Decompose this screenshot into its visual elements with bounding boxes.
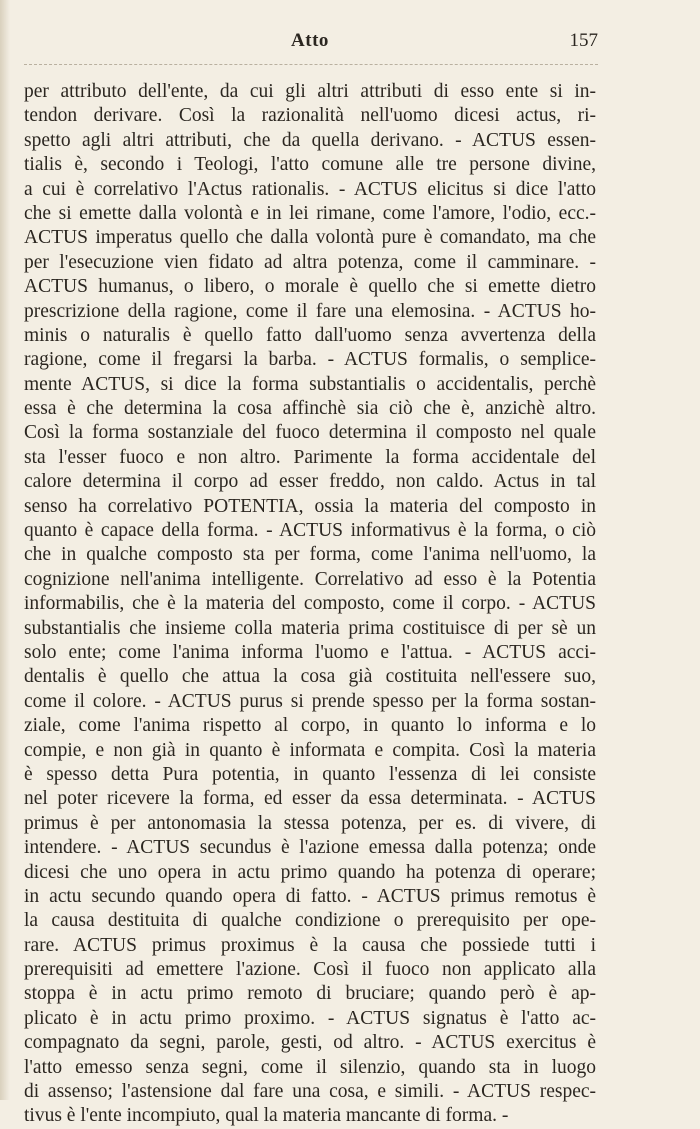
text-line: come il colore. - ACTUS purus si prende spesso per la forma sostan-: [24, 690, 596, 712]
text-line: che si emette dalla volontà e in lei rimane, come l'amore, l'odio, ecc.-: [24, 202, 596, 224]
text-line: ragione, come il fregarsi la barba. - ACTUS formalis, o semplice-: [24, 349, 596, 371]
text-line: è spesso detta Pura potentia, in quanto l'essenza di lei consiste: [24, 763, 596, 785]
running-title: Atto: [291, 30, 329, 51]
text-line: dicesi che uno opera in actu primo quando ha potenza di operare;: [24, 861, 596, 883]
text-line: rare. ACTUS primus proximus è la causa che possiede tutti i: [24, 934, 596, 956]
text-line: nel poter ricevere la forma, ed esser da essa determinata. - ACTUS: [24, 788, 596, 810]
text-line: a cui è correlativo l'Actus rationalis. - ACTUS elicitus si dice l'atto: [24, 178, 596, 200]
text-line: plicato è in actu primo proximo. - ACTUS signatus è l'atto ac-: [24, 1007, 596, 1029]
text-line: l'atto emesso senza segni, come il silenzio, quando sta in luogo: [24, 1056, 596, 1078]
body-text: [24, 80, 596, 1129]
text-line: Così la forma sostanziale del fuoco determina il composto nel quale: [24, 422, 596, 444]
page-edge: [0, 0, 10, 1100]
text-line: spetto agli altri attributi, che da quella derivano. - ACTUS essen-: [24, 129, 596, 151]
text-line: ACTUS humanus, o libero, o morale è quello che si emette dietro: [24, 276, 596, 298]
text-line: la causa destituita di qualche condizione o prerequisito per ope-: [24, 910, 596, 932]
text-line: compagnato da segni, parole, gesti, od altro. - ACTUS exercitus è: [24, 1032, 596, 1054]
text-line: sta l'esser fuoco e non altro. Parimente la forma accidentale del: [24, 446, 596, 468]
text-line: tialis è, secondo i Teologi, l'atto comune alle tre persone divine,: [24, 154, 596, 176]
header-rule: [24, 64, 598, 65]
text-line: che in qualche composto sta per forma, come l'anima nell'uomo, la: [24, 544, 596, 566]
text-line: quanto è capace della forma. - ACTUS informativus è la forma, o ciò: [24, 520, 596, 542]
text-line: senso ha correlativo POTENTIA, ossia la materia del composto in: [24, 495, 596, 517]
text-line: per l'esecuzione vien fidato ad altra potenza, come il camminare. -: [24, 251, 596, 273]
text-line: in actu secundo quando opera di fatto. - ACTUS primus remotus è: [24, 885, 596, 907]
text-line: calore determina il corpo ad esser freddo, non caldo. Actus in tal: [24, 471, 596, 493]
text-line: informabilis, che è la materia del composto, come il corpo. - ACTUS: [24, 593, 596, 615]
text-line: primus è per antonomasia la stessa potenza, per es. di vivere, di: [24, 812, 596, 834]
page-number: 157: [569, 30, 598, 51]
text-line: ACTUS imperatus quello che dalla volontà pure è comandato, ma che: [24, 227, 596, 249]
text-line: dentalis è quello che attua la cosa già costituita nell'essere suo,: [24, 666, 596, 688]
text-line: intendere. - ACTUS secundus è l'azione emessa dalla potenza; onde: [24, 837, 596, 859]
text-line: di assenso; l'astensione dal fare una cosa, e simili. - ACTUS respec-: [24, 1081, 596, 1103]
running-header: [22, 30, 598, 56]
text-line: prerequisiti ad emettere l'azione. Così il fuoco non applicato alla: [24, 959, 596, 981]
text-line: substantialis che insieme colla materia prima costituisce di per sè un: [24, 617, 596, 639]
text-line: prescrizione della ragione, come il fare una elemosina. - ACTUS ho-: [24, 300, 596, 322]
text-line: stoppa è in actu primo remoto di bruciare; quando però è ap-: [24, 983, 596, 1005]
text-line: per attributo dell'ente, da cui gli altri attributi di esso ente si in-: [24, 81, 596, 102]
text-line: ziale, come l'anima rispetto al corpo, in quanto lo informa e lo: [24, 715, 596, 737]
text-line: tendon derivare. Così la razionalità nell'uomo dicesi actus, ri-: [24, 105, 596, 127]
text-line: solo ente; come l'anima informa l'uomo e l'attua. - ACTUS acci-: [24, 641, 596, 663]
text-line: cognizione nell'anima intelligente. Correlativo ad esso è la Potentia: [24, 568, 596, 590]
text-line: compie, e non già in quanto è informata e compita. Così la materia: [24, 739, 596, 761]
text-line: mente ACTUS, si dice la forma substantialis o accidentalis, perchè: [24, 373, 596, 395]
text-line: minis o naturalis è quello fatto dall'uomo senza avvertenza della: [24, 324, 596, 346]
text-line: essa è che determina la cosa affinchè sia ciò che è, anzichè altro.: [24, 398, 596, 420]
text-line: tivus è l'ente incompiuto, qual la materia mancante di forma. -: [24, 1105, 509, 1127]
